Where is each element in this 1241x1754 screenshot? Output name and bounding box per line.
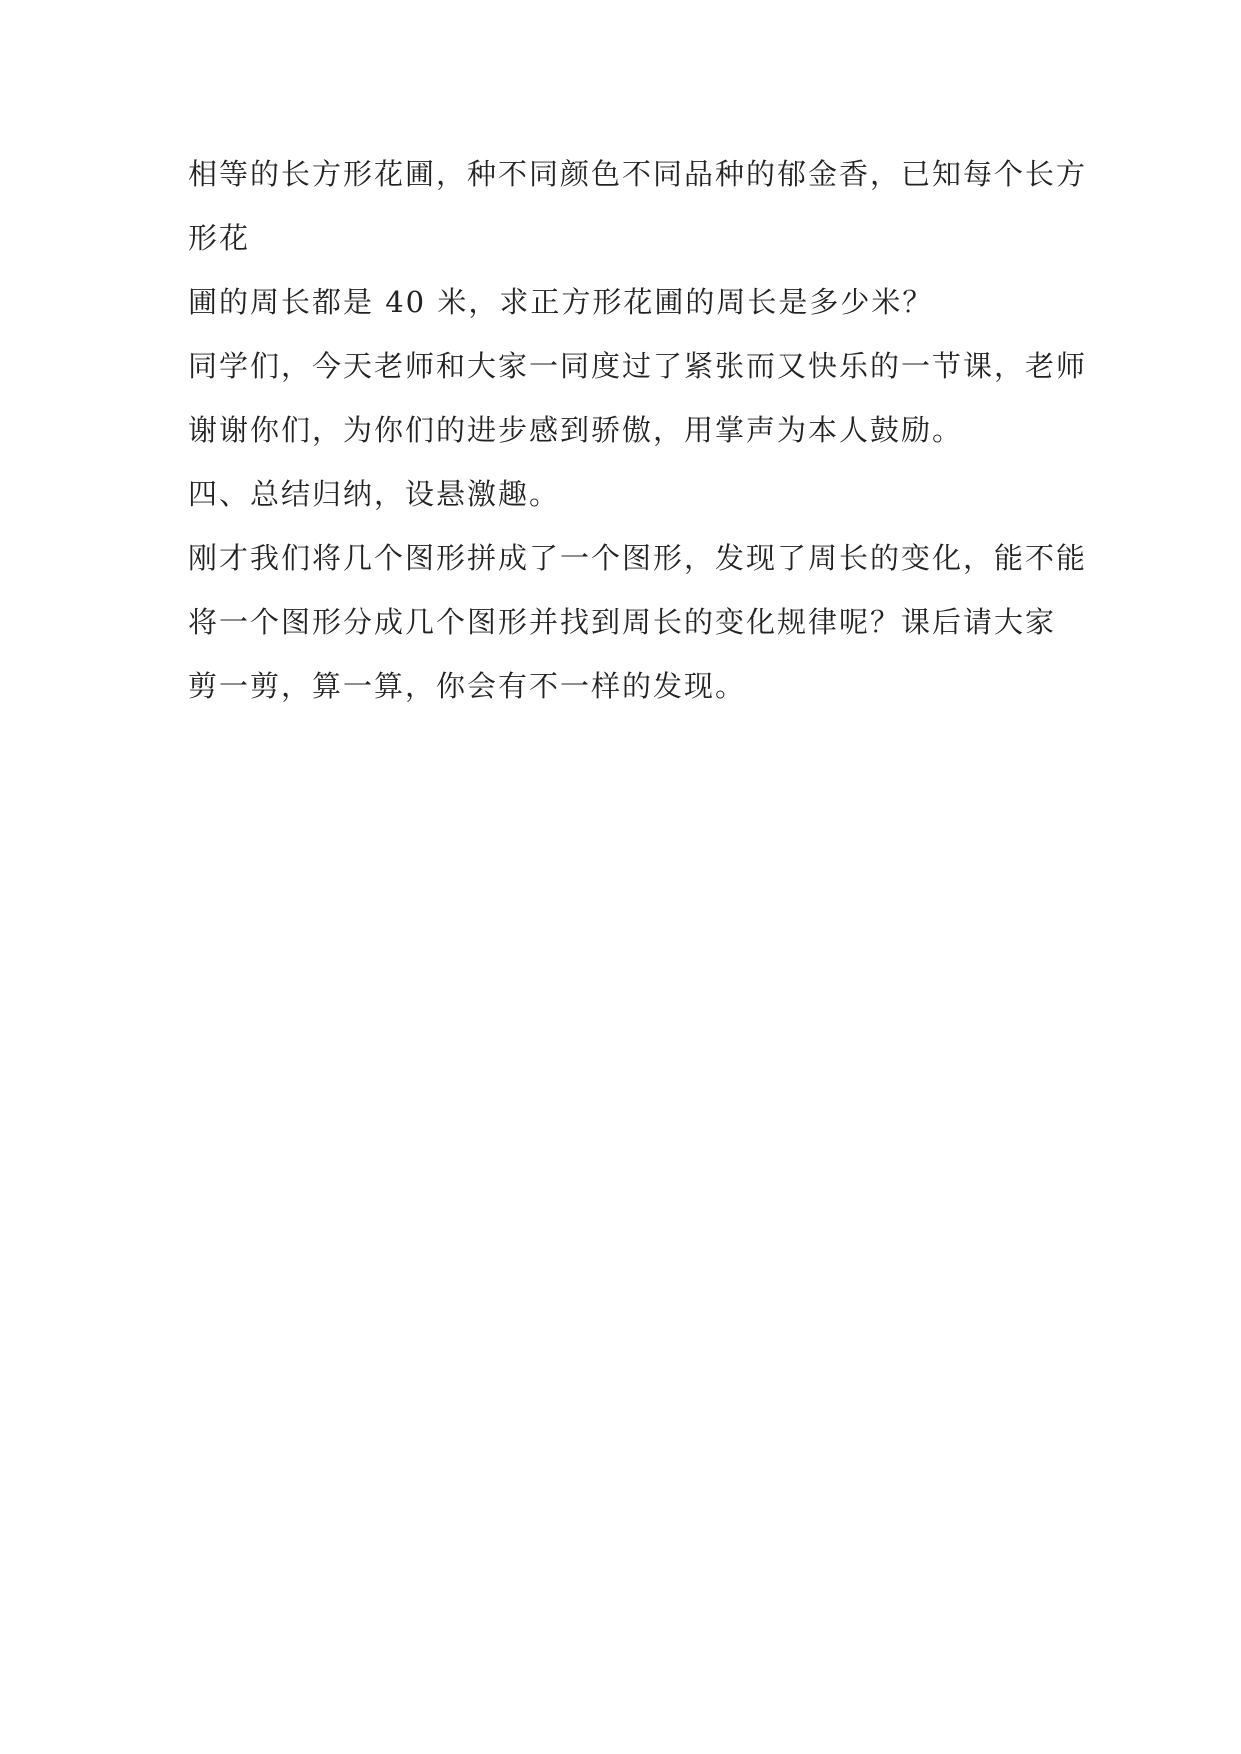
text-line: 圃的周长都是 40 米，求正方形花圃的周长是多少米？	[188, 285, 934, 319]
section-heading: 四、总结归纳，设悬激趣。	[188, 477, 561, 511]
text-line: 刚才我们将几个图形拼成了一个图形，发现了周长的变化，能不能	[188, 541, 1088, 575]
document-body	[188, 157, 1088, 736]
text-line: 相等的长方形花圃，种不同颜色不同品种的郁金香，已知每个长方	[188, 157, 1088, 191]
text-line: 形花	[188, 221, 251, 255]
text-line: 谢谢你们，为你们的进步感到骄傲，用掌声为本人鼓励。	[188, 413, 964, 447]
text-line: 将一个图形分成几个图形并找到周长的变化规律呢？课后请大家	[188, 605, 1057, 639]
text-line: 剪一剪，算一算，你会有不一样的发现。	[188, 669, 747, 703]
text-line: 同学们，今天老师和大家一同度过了紧张而又快乐的一节课，老师	[188, 349, 1088, 383]
